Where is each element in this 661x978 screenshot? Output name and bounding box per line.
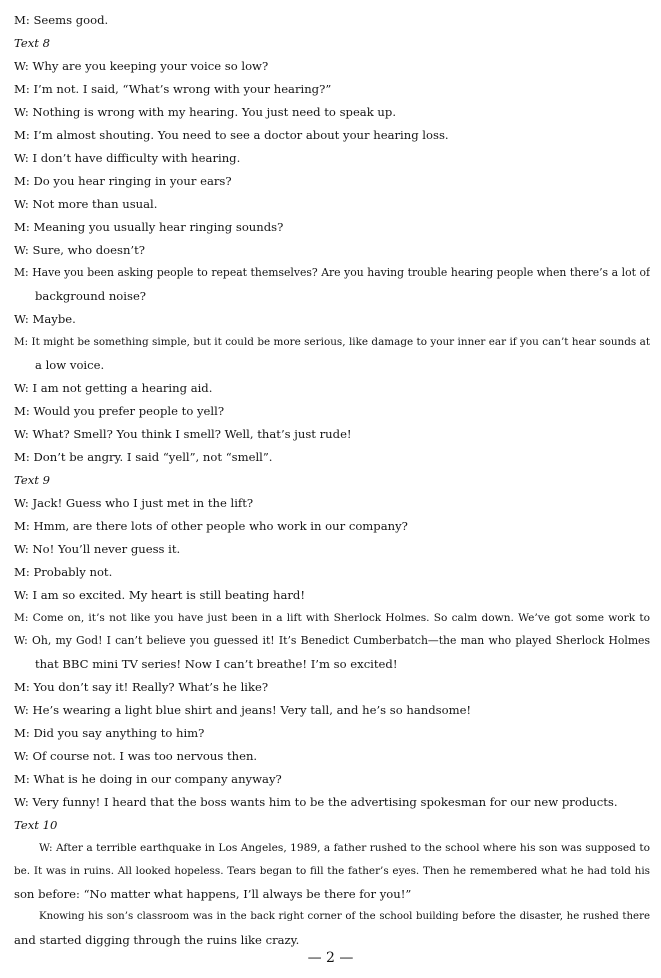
dialogue-line-continuation: background noise? xyxy=(35,289,147,303)
passage-line: be. It was in ruins. All looked hopeless. Tears began to fill the father’s eyes. Then he remembered what he had told his xyxy=(14,865,650,877)
passage-line: Knowing his son’s classroom was in the back right corner of the school building before the disaster, he rushed there xyxy=(39,911,650,922)
dialogue-line: M: I’m almost shouting. You need to see a doctor about your hearing loss. xyxy=(14,128,449,142)
dialogue-line: M: What is he doing in our company anyway? xyxy=(14,772,282,786)
dialogue-line: W: Of course not. I was too nervous then. xyxy=(14,749,258,763)
dialogue-line: M: You don’t say it! Really? What’s he like? xyxy=(14,680,269,694)
dialogue-line: M: Would you prefer people to yell? xyxy=(14,404,225,418)
section-heading: Text 10 xyxy=(14,818,58,832)
dialogue-line: M: Meaning you usually hear ringing sounds? xyxy=(14,220,284,234)
dialogue-line: M: I’m not. I said, “What’s wrong with your hearing?” xyxy=(14,82,332,96)
section-heading: Text 9 xyxy=(14,473,50,487)
passage-line: W: After a terrible earthquake in Los Angeles, 1989, a father rushed to the school where his son was supposed to xyxy=(39,842,650,854)
dialogue-line: M: Do you hear ringing in your ears? xyxy=(14,174,232,188)
dialogue-line: W: What? Smell? You think I smell? Well, that’s just rude! xyxy=(14,427,352,441)
dialogue-line: M: Probably not. xyxy=(14,565,113,579)
dialogue-line: W: He’s wearing a light blue shirt and jeans! Very tall, and he’s so handsome! xyxy=(14,703,472,717)
dialogue-line: W: Jack! Guess who I just met in the lift? xyxy=(14,496,254,510)
dialogue-line: W: I don’t have difficulty with hearing. xyxy=(14,151,241,165)
dialogue-line: W: Nothing is wrong with my hearing. You just need to speak up. xyxy=(14,105,396,119)
dialogue-line: W: No! You’ll never guess it. xyxy=(14,542,181,556)
dialogue-line-continuation: a low voice. xyxy=(35,358,105,372)
dialogue-line: M: Have you been asking people to repeat themselves? Are you having trouble hearing people when there’s a lot of xyxy=(14,266,650,279)
passage-line: son before: “No matter what happens, I’ll always be there for you!” xyxy=(14,887,412,901)
dialogue-line: M: Seems good. xyxy=(14,13,109,27)
dialogue-line: M: It might be something simple, but it could be more serious, like damage to your inner ear if you can’t hear sounds at xyxy=(14,336,650,348)
dialogue-line: W: Why are you keeping your voice so low? xyxy=(14,59,269,73)
dialogue-line: W: I am so excited. My heart is still beating hard! xyxy=(14,588,306,602)
dialogue-line: M: Come on, it’s not like you have just been in a lift with Sherlock Holmes. So calm down. We’ve got some work to xyxy=(14,612,650,624)
dialogue-line: M: Don’t be angry. I said “yell”, not “smell”. xyxy=(14,450,273,464)
dialogue-line: W: Not more than usual. xyxy=(14,197,158,211)
dialogue-line-continuation: that BBC mini TV series! Now I can’t breathe! I’m so excited! xyxy=(35,657,398,671)
dialogue-line: W: Maybe. xyxy=(14,312,76,326)
dialogue-line: W: Very funny! I heard that the boss wants him to be the advertising spokesman for our new products. xyxy=(14,795,618,809)
dialogue-line: M: Did you say anything to him? xyxy=(14,726,205,740)
page-number: — 2 — xyxy=(307,950,354,966)
dialogue-line: W: Sure, who doesn’t? xyxy=(14,243,145,257)
section-heading: Text 8 xyxy=(14,36,50,50)
dialogue-line: W: I am not getting a hearing aid. xyxy=(14,381,213,395)
dialogue-line: W: Oh, my God! I can’t believe you guessed it! It’s Benedict Cumberbatch—the man who played Sherlock Holmes xyxy=(14,634,650,647)
passage-line: and started digging through the ruins like crazy. xyxy=(14,933,300,947)
dialogue-line: M: Hmm, are there lots of other people who work in our company? xyxy=(14,519,408,533)
